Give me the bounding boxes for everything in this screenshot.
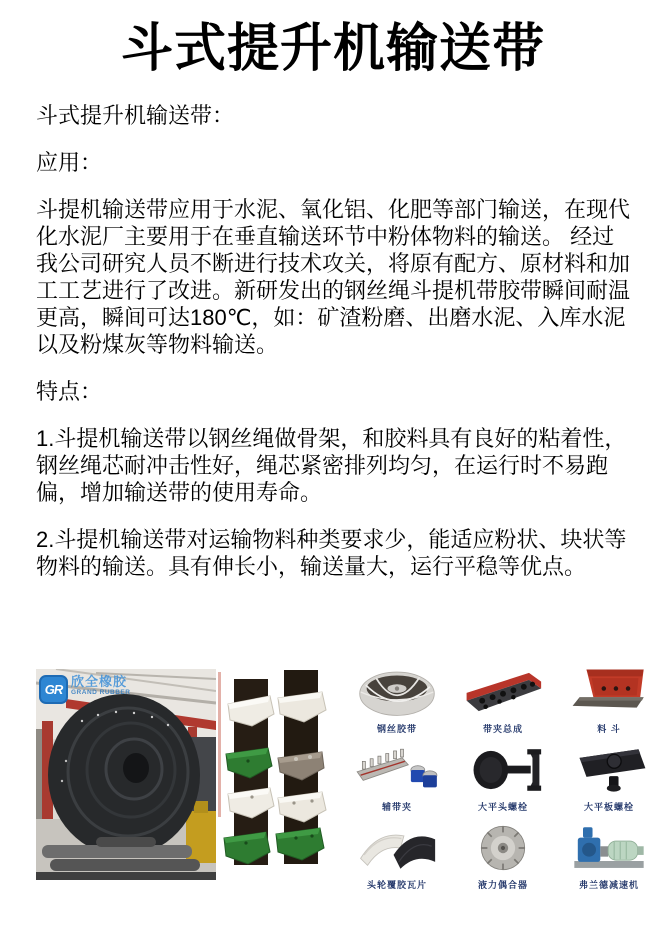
product-label: 大平头螺栓 — [477, 802, 528, 812]
product-label: 大平板螺栓 — [583, 802, 634, 812]
accessories-grid — [346, 666, 660, 891]
product-item — [558, 744, 660, 813]
product-item — [346, 744, 448, 813]
feature-item-2: 2.斗提机输送带对运输物料种类要求少，能适应粉状、块状等物料的输送。具有伸长小，输送量大，运行平稳等优点。 — [36, 527, 627, 579]
flat-plate-bolt-image — [561, 744, 657, 796]
hopper-image — [561, 666, 657, 718]
product-item — [452, 744, 554, 813]
elevator-buckets-photo — [218, 662, 336, 878]
product-item — [346, 822, 448, 891]
application-heading: 应用： — [36, 150, 103, 175]
flat-head-bolt-image — [455, 744, 551, 796]
page-title: 斗式提升机输送带 — [120, 20, 545, 78]
product-label: 液力偶合器 — [477, 880, 528, 890]
grand-rubber-logo — [39, 675, 130, 704]
product-label: 料 斗 — [597, 724, 621, 734]
product-item — [558, 822, 660, 891]
article-subtitle: 斗式提升机输送带： — [36, 103, 235, 128]
product-label: 带夹总成 — [482, 724, 523, 734]
features-heading: 特点： — [36, 379, 103, 404]
product-gallery — [0, 662, 666, 894]
product-item — [452, 822, 554, 891]
factory-belt-roll-photo — [36, 669, 216, 880]
gr-monogram-icon: GR — [39, 675, 68, 704]
steel-cord-belt-roll-image — [349, 666, 445, 718]
head-pulley-lagging-tile-image — [349, 822, 445, 874]
product-label: 钢丝胶带 — [376, 724, 417, 734]
application-text: 斗提机输送带应用于水泥、氧化铝、化肥等部门输送，在现代化水泥厂主要用于在垂直输送环节中粉体物料的输送。 经过我公司研究人员不断进行技术攻关，将原有配方、原材料和加工工艺进行了改进。新研发出的钢丝绳斗提机带胶带瞬间耐温更高，瞬间可达180℃，如：矿渣粉磨、出磨水泥、入库水泥以及粉煤灰等物料输送。 — [36, 197, 631, 357]
product-label: 辅带夹 — [381, 802, 412, 812]
product-page — [0, 14, 666, 944]
buckets-on-belt-image — [218, 662, 336, 878]
auxiliary-belt-clamp-image — [349, 744, 445, 796]
belt-clamp-assembly-image — [455, 666, 551, 718]
product-item — [346, 666, 448, 735]
flender-reducer-image — [561, 822, 657, 874]
logo-text — [71, 675, 130, 697]
logo-chinese-name: 欣全橡胶 — [71, 674, 128, 689]
fluid-coupling-image — [455, 822, 551, 874]
product-item — [452, 666, 554, 735]
article-body — [36, 102, 632, 580]
product-label: 头轮覆胶瓦片 — [366, 880, 427, 890]
logo-english-name: GRAND RUBBER — [71, 689, 131, 696]
feature-item-1: 1.斗提机输送带以钢丝绳做骨架，和胶料具有良好的粘着性，钢丝绳芯耐冲击性好，绳芯紧密排列均匀，在运行时不易跑偏，增加输送带的使用寿命。 — [36, 426, 627, 505]
product-item — [558, 666, 660, 735]
product-label: 弗兰德减速机 — [578, 880, 639, 890]
